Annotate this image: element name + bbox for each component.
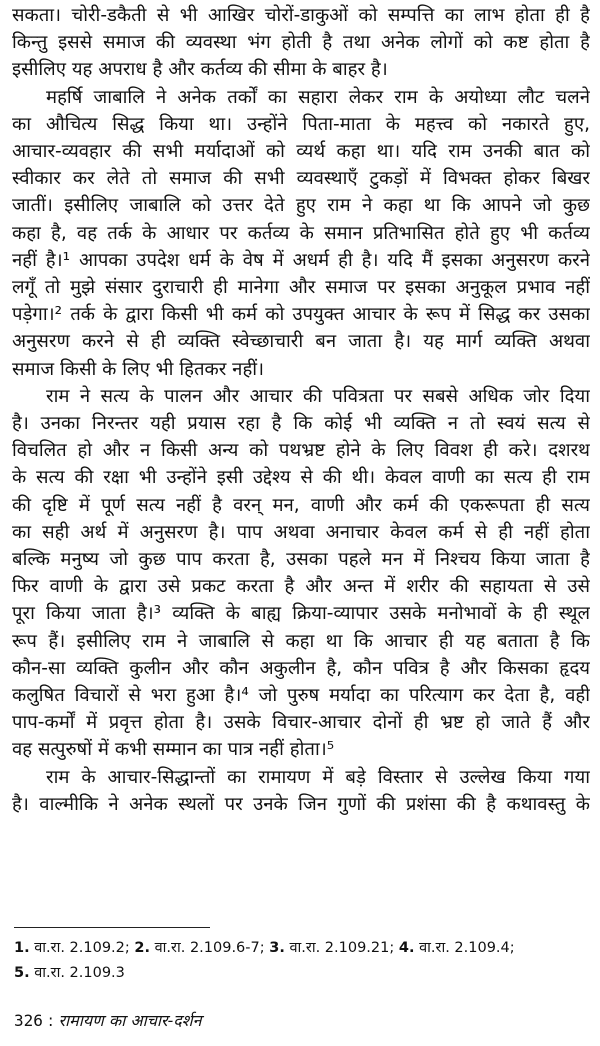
paragraph-4 (12, 764, 590, 818)
text-line: जातीं। इसीलिए जाबालि को उत्तर देते हुए राम ने कहा था कि आपने जो कुछ (12, 195, 590, 217)
text-line: विचलित हो और न किसी अन्य को पथभ्रष्ट होने के लिए विवश ही करे। दशरथ (12, 440, 590, 462)
footnote-reference: वा.रा. 2.109.2; (34, 940, 130, 956)
text-line: अनुसरण करने से ही व्यक्ति स्वेच्छाचारी बन जाता है। यह मार्ग व्यक्ति अथवा (12, 331, 590, 353)
footnote-reference: वा.रा. 2.109.3 (34, 965, 125, 981)
paragraph-2 (12, 84, 590, 383)
text-line: आचार-व्यवहार की सभी मर्यादाओं को व्यर्थ कहा था। यदि राम उनकी बात को (12, 141, 590, 163)
text-line: बल्कि मनुष्य जो कुछ पाप करता है, उसका पहले मन में निश्चय किया जाता है (12, 549, 590, 571)
footnote-reference: वा.रा. 2.109.4; (419, 940, 515, 956)
footnote-2 (134, 940, 264, 956)
text-line: राम ने सत्य के पालन और आचार की पवित्रता पर सबसे अधिक जोर दिया (46, 385, 590, 407)
footnote-number: 3. (269, 940, 285, 956)
footnote-3 (269, 940, 394, 956)
footnote-line (14, 961, 594, 986)
footnote-reference: वा.रा. 2.109.6-7; (154, 940, 265, 956)
text-line: सकता। चोरी-डकैती से भी आखिर चोरों-डाकुओं को सम्पत्ति का लाभ होता ही है (12, 5, 590, 26)
text-line: का औचित्य सिद्ध किया था। उन्होंने पिता-माता के महत्त्व को नकारते हुए, (12, 113, 590, 135)
text-line: नहीं है।¹ आपका उपदेश धर्म के वेष में अधर्म ही है। यदि मैं इसका अनुसरण करने (12, 249, 590, 271)
text-line: के सत्य की रक्षा भी उन्होंने इसी उद्देश्य से की थी। केवल वाणी का सत्य ही राम (12, 467, 590, 489)
footnote-reference: वा.रा. 2.109.21; (289, 940, 395, 956)
page-footer (14, 1010, 202, 1032)
footnotes (14, 936, 594, 986)
text-line: महर्षि जाबालि ने अनेक तर्कों का सहारा लेकर राम के अयोध्या लौट चलने (46, 86, 590, 108)
text-line: है। वाल्मीकि ने अनेक स्थलों पर उनके जिन गुणों की प्रशंसा की है कथावस्तु के (12, 793, 590, 815)
footnote-number: 2. (134, 940, 150, 956)
footnote-5 (14, 965, 125, 981)
text-line: पड़ेगा।² तर्क के द्वारा किसी भी कर्म को उपयुक्त आचार के रूप में सिद्ध कर उसका (12, 304, 590, 326)
footnote-number: 1. (14, 940, 30, 956)
paragraph-3 (12, 383, 590, 764)
body-text (12, 2, 590, 818)
page-number: 326 (14, 1011, 43, 1030)
text-line: की दृष्टि में पूर्ण सत्य नहीं है वरन् मन, वाणी और कर्म की एकरूपता ही सत्य (12, 494, 590, 516)
text-line: समाज किसी के लिए भी हितकर नहीं। (12, 358, 265, 380)
text-line: कौन-सा व्यक्ति कुलीन और कौन अकुलीन है, कौन पवित्र है और किसका हृदय (12, 657, 590, 679)
footnote-4 (399, 940, 515, 956)
footnote-number: 5. (14, 965, 30, 981)
text-line: कहा है, वह तर्क के आधार पर कर्तव्य के समान प्रतिभासित होते हुए भी कर्तव्य (12, 222, 590, 244)
text-line: स्वीकार कर लेते तो समाज की सभी व्यवस्थाएँ टुकड़ों में विभक्त होकर बिखर (12, 168, 590, 190)
text-line: फिर वाणी के द्वारा उसे प्रकट करता है और अन्त में शरीर की सहायता से उसे (12, 576, 590, 598)
text-line: का सही अर्थ में अनुसरण है। पाप अथवा अनाचार केवल कर्म से ही नहीं होता (12, 521, 590, 543)
text-line: वह सत्पुरुषों में कभी सम्मान का पात्र नहीं होता।⁵ (12, 739, 335, 761)
text-line: किन्तु इससे समाज की व्यवस्था भंग होती है तथा अनेक लोगों को कष्ट होता है (12, 32, 590, 54)
footnote-line (14, 936, 594, 961)
text-line: इसीलिए यह अपराध है और कर्तव्य की सीमा के बाहर है। (12, 59, 388, 81)
footer-separator: : (48, 1011, 54, 1030)
text-line: लगूँ तो मुझे संसार दुराचारी ही मानेगा और समाज पर इसका अनुकूल प्रभाव नहीं (12, 277, 590, 299)
footnote-divider (14, 927, 210, 928)
footnote-1 (14, 940, 130, 956)
text-line: पूरा किया जाता है।³ व्यक्ति के बाह्य क्रिया-व्यापार उसके मनोभावों के ही स्थूल (12, 603, 590, 625)
running-title: रामायण का आचार-दर्शन (58, 1011, 202, 1030)
text-line: राम के आचार-सिद्धान्तों का रामायण में बड़े विस्तार से उल्लेख किया गया (46, 766, 590, 788)
text-line: है। उनका निरन्तर यही प्रयास रहा है कि कोई भी व्यक्ति न तो स्वयं सत्य से (12, 413, 590, 435)
footnote-number: 4. (398, 940, 415, 956)
text-line: रूप हैं। इसीलिए राम ने जाबालि से कहा था कि आचार ही यह बताता है कि (12, 630, 590, 652)
paragraph-1 (12, 2, 590, 84)
text-line: पाप-कर्मों में प्रवृत्त होता है। उसके विचार-आचार दोनों ही भ्रष्ट हो जाते हैं और (12, 712, 590, 734)
text-line: कलुषित विचारों से भरा हुआ है।⁴ जो पुरुष मर्यादा का परित्याग कर देता है, वही (12, 685, 590, 707)
